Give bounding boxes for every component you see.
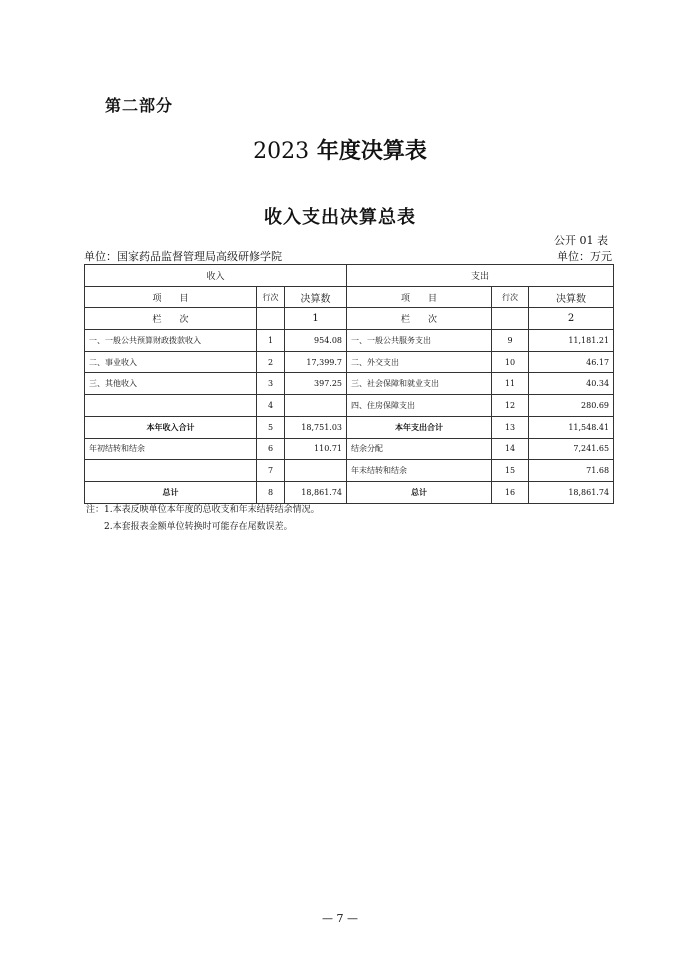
expense-line: 16: [492, 481, 529, 503]
income-total-value: 18,861.74: [285, 481, 347, 503]
expense-line: 10: [492, 351, 529, 373]
title-text: 年度决算表: [309, 138, 427, 164]
section-label: 第二部分: [105, 96, 174, 115]
income-item: 三、其他收入: [85, 373, 257, 395]
note-2: 2.本套报表金额单位转换时可能存在尾数误差。: [104, 522, 293, 532]
income-item: 年初结转和结余: [85, 438, 257, 460]
income-line: 1: [257, 330, 285, 352]
expense-value: 280.69: [529, 395, 614, 417]
expense-value: 7,241.65: [529, 438, 614, 460]
expense-line-header: 行次: [492, 286, 529, 308]
table-row: [85, 351, 614, 373]
income-value: [285, 460, 347, 482]
expense-line: 14: [492, 438, 529, 460]
income-value: 954.08: [285, 330, 347, 352]
header-row-columns: [85, 286, 614, 308]
expense-column-label: 栏 次: [347, 308, 492, 330]
expense-item: 四、住房保障支出: [347, 395, 492, 417]
column-number-row: [85, 308, 614, 330]
income-item-header: 项 目: [85, 286, 257, 308]
income-line: 6: [257, 438, 285, 460]
title-year: 2023: [253, 139, 310, 164]
income-amount-header: 决算数: [285, 286, 347, 308]
note-1: 注：1.本表反映单位本年度的总收支和年末结转结余情况。: [86, 505, 320, 515]
income-item: 一、一般公共预算财政拨款收入: [85, 330, 257, 352]
page-title: [0, 134, 680, 165]
expense-value: 40.34: [529, 373, 614, 395]
expense-item: 二、外交支出: [347, 351, 492, 373]
unit-currency: 单位：万元: [557, 250, 612, 263]
column-2: 2: [529, 308, 614, 330]
total-row: [85, 481, 614, 503]
header-row-sections: [85, 265, 614, 287]
table-row: [85, 460, 614, 482]
expense-item: 一、一般公共服务支出: [347, 330, 492, 352]
income-line: 5: [257, 416, 285, 438]
subtotal-row: [85, 416, 614, 438]
expense-line: 12: [492, 395, 529, 417]
column-1: 1: [285, 308, 347, 330]
table-title: 收入支出决算总表: [264, 207, 416, 228]
income-total-label: 总计: [85, 481, 257, 503]
empty-cell: [257, 308, 285, 330]
table-row: [85, 438, 614, 460]
table-row: [85, 373, 614, 395]
table-row: [85, 330, 614, 352]
income-line: 8: [257, 481, 285, 503]
expense-line: 11: [492, 373, 529, 395]
expense-header: 支出: [347, 265, 614, 287]
table-notes: [86, 502, 320, 536]
income-line: 7: [257, 460, 285, 482]
expense-item: 三、社会保障和就业支出: [347, 373, 492, 395]
income-column-label: 栏 次: [85, 308, 257, 330]
table-row: [85, 395, 614, 417]
income-line-header: 行次: [257, 286, 285, 308]
form-code: 公开 01 表: [554, 234, 608, 247]
income-value: 397.25: [285, 373, 347, 395]
unit-organization: 单位：国家药品监督管理局高级研修学院: [84, 250, 282, 263]
income-value: 17,399.7: [285, 351, 347, 373]
expense-value: 11,181.21: [529, 330, 614, 352]
expense-subtotal-value: 11,548.41: [529, 416, 614, 438]
income-header: 收入: [85, 265, 347, 287]
income-item: [85, 460, 257, 482]
income-subtotal-value: 18,751.03: [285, 416, 347, 438]
expense-total-value: 18,861.74: [529, 481, 614, 503]
expense-line: 9: [492, 330, 529, 352]
expense-subtotal-label: 本年支出合计: [347, 416, 492, 438]
income-value: [285, 395, 347, 417]
income-line: 2: [257, 351, 285, 373]
expense-item: 年末结转和结余: [347, 460, 492, 482]
unit-row: [84, 248, 612, 264]
page-number: — 7 —: [322, 912, 358, 925]
income-line: 4: [257, 395, 285, 417]
income-line: 3: [257, 373, 285, 395]
expense-line: 15: [492, 460, 529, 482]
expense-line: 13: [492, 416, 529, 438]
expense-item: 结余分配: [347, 438, 492, 460]
empty-cell: [492, 308, 529, 330]
expense-value: 71.68: [529, 460, 614, 482]
expense-amount-header: 决算数: [529, 286, 614, 308]
income-item: 二、事业收入: [85, 351, 257, 373]
income-item: [85, 395, 257, 417]
expense-item-header: 项 目: [347, 286, 492, 308]
expense-total-label: 总计: [347, 481, 492, 503]
expense-value: 46.17: [529, 351, 614, 373]
income-subtotal-label: 本年收入合计: [85, 416, 257, 438]
summary-table: [84, 264, 614, 504]
income-value: 110.71: [285, 438, 347, 460]
